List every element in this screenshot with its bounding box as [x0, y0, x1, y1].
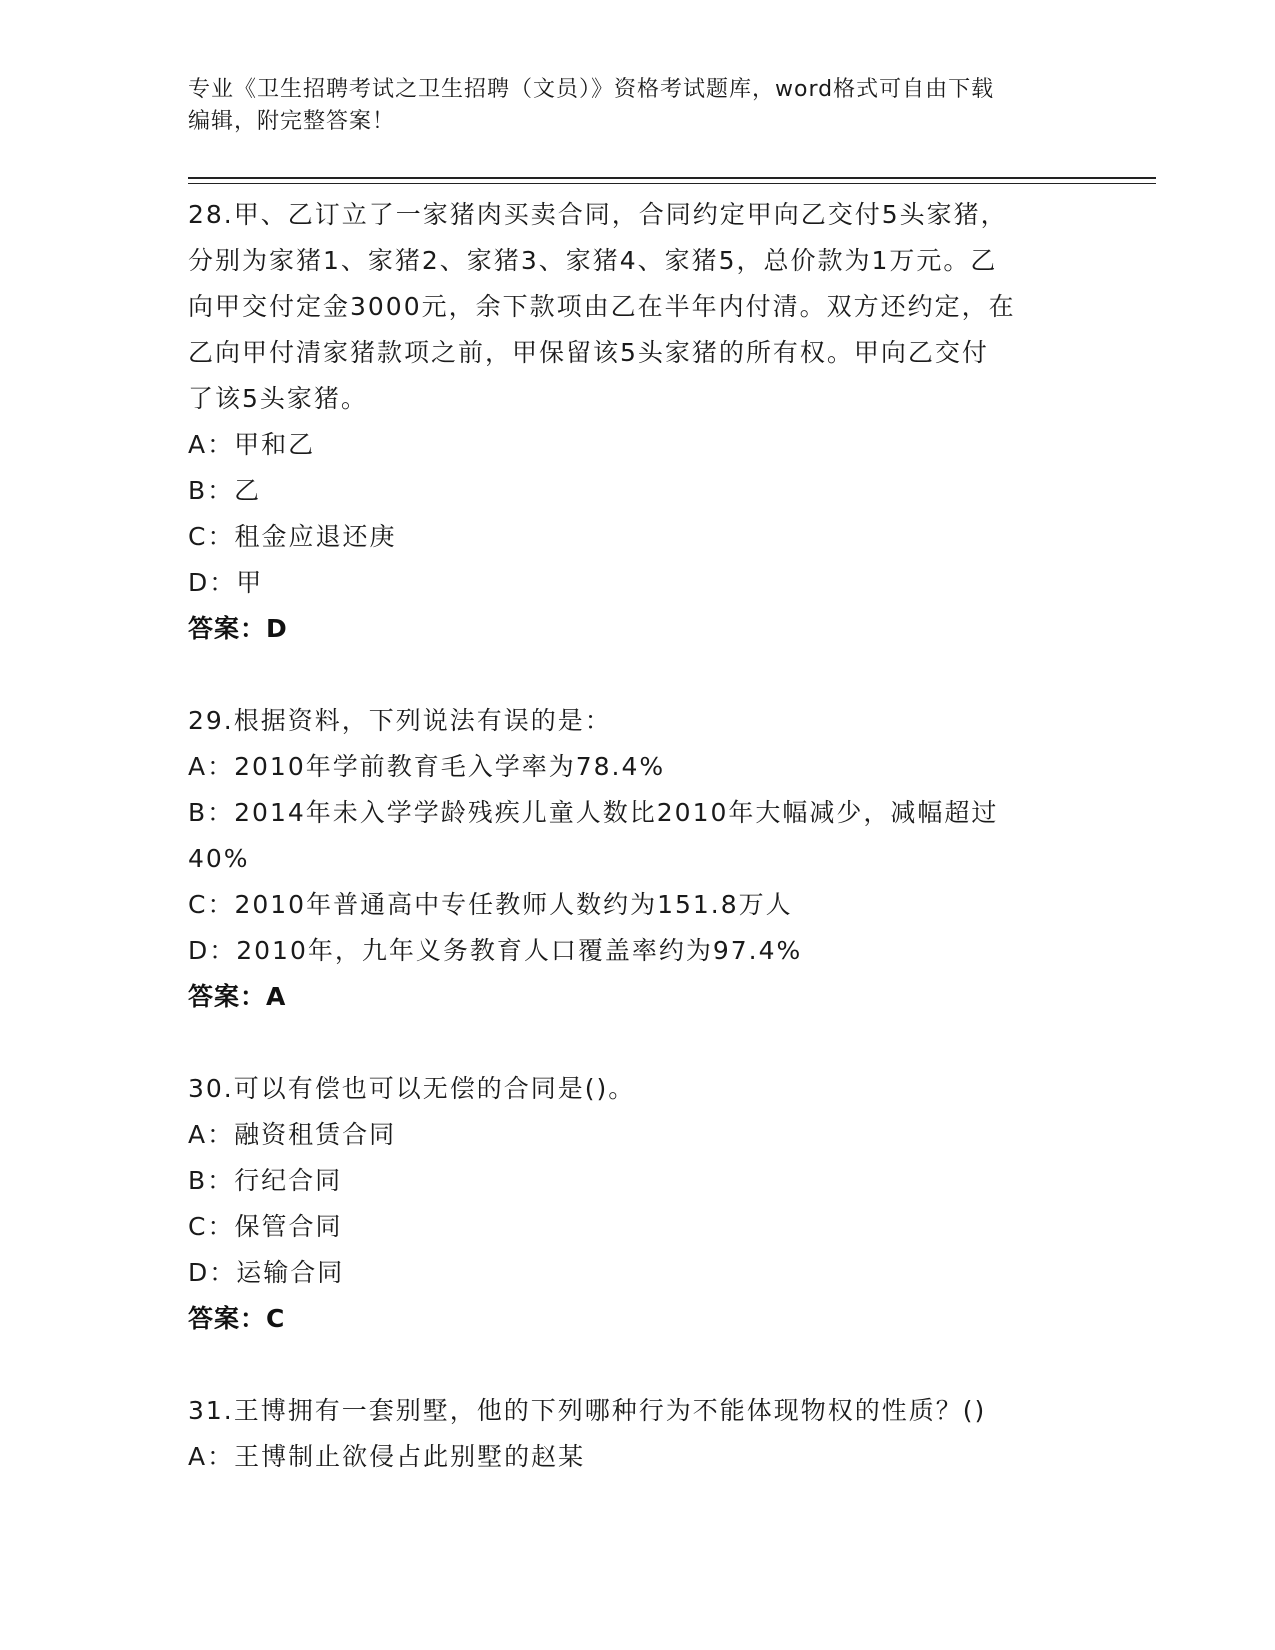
header-rule-thin	[188, 183, 1156, 184]
option-a: A：2010年学前教育毛入学率为78.4%	[188, 752, 666, 781]
option-a: A：王博制止欲侵占此别墅的赵某	[188, 1442, 586, 1471]
document-header	[188, 74, 1088, 138]
question-stem-line: 28.甲、乙订立了一家猪肉买卖合同，合同约定甲向乙交付5头家猪，	[188, 200, 1008, 229]
question-stem-line: 30.可以有偿也可以无偿的合同是()。	[188, 1074, 636, 1103]
question-31	[188, 1388, 1088, 1480]
option-c: C：保管合同	[188, 1212, 343, 1241]
option-b-continued: 40%	[188, 844, 250, 873]
option-d: D：甲	[188, 568, 264, 597]
question-list	[188, 192, 1088, 1480]
answer-label: 答案：C	[188, 1304, 286, 1333]
option-b: B：乙	[188, 476, 262, 505]
option-a: A：融资租赁合同	[188, 1120, 397, 1149]
option-d: D：运输合同	[188, 1258, 345, 1287]
question-stem-line: 31.王博拥有一套别墅，他的下列哪种行为不能体现物权的性质？()	[188, 1396, 987, 1425]
question-30	[188, 1066, 1088, 1342]
option-c: C：租金应退还庚	[188, 522, 397, 551]
question-stem-line: 向甲交付定金3000元，余下款项由乙在半年内付清。双方还约定，在	[188, 292, 1016, 321]
question-spacer	[188, 1342, 1088, 1388]
header-line-1: 专业《卫生招聘考试之卫生招聘（文员）》资格考试题库，word格式可自由下载	[188, 77, 995, 102]
question-stem-line: 乙向甲付清家猪款项之前，甲保留该5头家猪的所有权。甲向乙交付	[188, 338, 989, 367]
answer-label: 答案：A	[188, 982, 287, 1011]
option-b: B：行纪合同	[188, 1166, 343, 1195]
header-line-2: 编辑，附完整答案！	[188, 109, 396, 134]
question-spacer	[188, 652, 1088, 698]
question-28	[188, 192, 1088, 652]
answer-label: 答案：D	[188, 614, 288, 643]
option-b: B：2014年未入学学龄残疾儿童人数比2010年大幅减少，减幅超过	[188, 798, 999, 827]
option-c: C：2010年普通高中专任教师人数约为151.8万人	[188, 890, 793, 919]
header-rule-thick	[188, 177, 1156, 179]
question-29	[188, 698, 1088, 1020]
question-stem-line: 29.根据资料，下列说法有误的是：	[188, 706, 612, 735]
question-spacer	[188, 1020, 1088, 1066]
option-a: A：甲和乙	[188, 430, 316, 459]
question-stem-line: 了该5头家猪。	[188, 384, 368, 413]
question-stem-line: 分别为家猪1、家猪2、家猪3、家猪4、家猪5，总价款为1万元。乙	[188, 246, 998, 275]
option-d: D：2010年，九年义务教育人口覆盖率约为97.4%	[188, 936, 803, 965]
